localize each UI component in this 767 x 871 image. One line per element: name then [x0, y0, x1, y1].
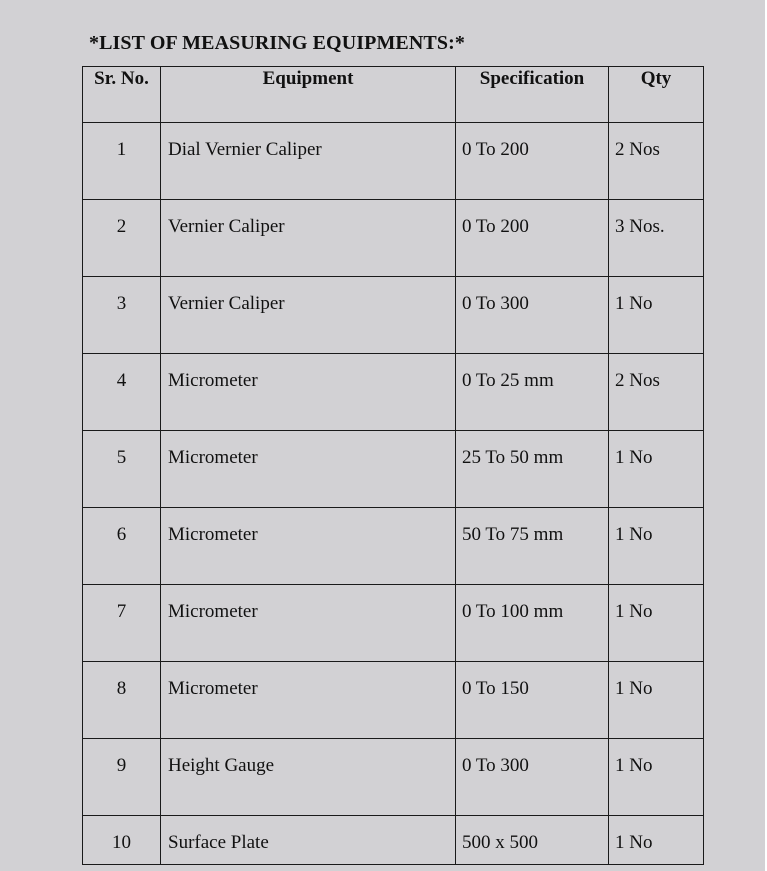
specification-cell	[456, 200, 609, 277]
equipment-cell	[161, 431, 456, 508]
column-header-specification: Specification	[456, 67, 609, 123]
equipment-cell	[161, 739, 456, 816]
specification-cell-text: 25 To 50 mm	[462, 447, 564, 468]
column-header-equipment: Equipment	[161, 67, 456, 123]
specification-cell-text: 500 x 500	[462, 832, 538, 853]
qty-cell	[609, 585, 704, 662]
sr-no-cell	[83, 123, 161, 200]
qty-cell-text: 2 Nos	[615, 139, 660, 160]
specification-cell	[456, 431, 609, 508]
specification-cell-text: 0 To 300	[462, 293, 529, 314]
table-row	[83, 739, 704, 816]
equipment-cell	[161, 354, 456, 431]
equipment-cell-text: Surface Plate	[168, 832, 269, 853]
sr-no-cell	[83, 585, 161, 662]
qty-cell-text: 2 Nos	[615, 370, 660, 391]
equipment-cell-text: Vernier Caliper	[168, 293, 285, 314]
sr-no-cell-text: 5	[116, 447, 127, 468]
sr-no-cell-text: 7	[116, 601, 127, 622]
table-row	[83, 431, 704, 508]
specification-cell-text: 0 To 200	[462, 216, 529, 237]
column-header-sr-no: Sr. No.	[83, 67, 161, 123]
qty-cell-text: 1 No	[615, 601, 653, 622]
specification-cell-text: 50 To 75 mm	[462, 524, 564, 545]
table-header-row	[83, 67, 704, 123]
equipment-cell-text: Micrometer	[168, 524, 258, 545]
page-title: *LIST OF MEASURING EQUIPMENTS:*	[89, 32, 465, 54]
sr-no-cell-text: 9	[116, 755, 127, 776]
qty-cell-text: 1 No	[615, 832, 653, 853]
qty-cell	[609, 200, 704, 277]
sr-no-cell	[83, 200, 161, 277]
equipment-cell-text: Micrometer	[168, 370, 258, 391]
table-row	[83, 277, 704, 354]
table-row	[83, 816, 704, 865]
qty-cell-text: 1 No	[615, 755, 653, 776]
qty-cell-text: 1 No	[615, 524, 653, 545]
table-row	[83, 662, 704, 739]
qty-cell-text: 1 No	[615, 447, 653, 468]
specification-cell	[456, 739, 609, 816]
equipment-cell	[161, 816, 456, 865]
specification-cell	[456, 508, 609, 585]
sr-no-cell	[83, 816, 161, 865]
equipment-cell	[161, 662, 456, 739]
qty-cell-text: 1 No	[615, 678, 653, 699]
specification-cell-text: 0 To 25 mm	[462, 370, 554, 391]
equipment-cell-text: Vernier Caliper	[168, 216, 285, 237]
sr-no-cell-text: 10	[112, 832, 131, 853]
qty-cell	[609, 816, 704, 865]
equipment-cell-text: Dial Vernier Caliper	[168, 139, 322, 160]
equipment-cell-text: Micrometer	[168, 601, 258, 622]
column-header-qty: Qty	[609, 67, 704, 123]
qty-cell	[609, 739, 704, 816]
specification-cell	[456, 585, 609, 662]
sr-no-cell	[83, 662, 161, 739]
sr-no-cell	[83, 354, 161, 431]
specification-cell	[456, 123, 609, 200]
equipment-cell	[161, 200, 456, 277]
specification-cell	[456, 354, 609, 431]
qty-cell	[609, 354, 704, 431]
table-row	[83, 200, 704, 277]
equipment-cell-text: Micrometer	[168, 447, 258, 468]
equipment-cell-text: Height Gauge	[168, 755, 275, 776]
sr-no-cell-text: 6	[116, 524, 127, 545]
table-row	[83, 123, 704, 200]
table-row	[83, 585, 704, 662]
sr-no-cell-text: 8	[116, 678, 127, 699]
specification-cell	[456, 277, 609, 354]
equipment-cell-text: Micrometer	[168, 678, 258, 699]
table-row	[83, 508, 704, 585]
table-row	[83, 354, 704, 431]
qty-cell	[609, 431, 704, 508]
sr-no-cell	[83, 277, 161, 354]
qty-cell-text: 1 No	[615, 293, 653, 314]
specification-cell	[456, 816, 609, 865]
qty-cell	[609, 508, 704, 585]
sr-no-cell-text: 1	[116, 139, 127, 160]
equipment-cell	[161, 123, 456, 200]
equipment-cell	[161, 277, 456, 354]
sr-no-cell-text: 3	[116, 293, 127, 314]
qty-cell	[609, 662, 704, 739]
qty-cell	[609, 277, 704, 354]
equipment-table	[82, 66, 704, 865]
qty-cell-text: 3 Nos.	[615, 216, 665, 237]
sr-no-cell-text: 4	[116, 370, 127, 391]
equipment-cell	[161, 508, 456, 585]
specification-cell-text: 0 To 150	[462, 678, 529, 699]
specification-cell-text: 0 To 100 mm	[462, 601, 564, 622]
equipment-cell	[161, 585, 456, 662]
sr-no-cell	[83, 739, 161, 816]
specification-cell-text: 0 To 300	[462, 755, 529, 776]
sr-no-cell	[83, 431, 161, 508]
sr-no-cell-text: 2	[116, 216, 127, 237]
specification-cell	[456, 662, 609, 739]
sr-no-cell	[83, 508, 161, 585]
qty-cell	[609, 123, 704, 200]
specification-cell-text: 0 To 200	[462, 139, 529, 160]
